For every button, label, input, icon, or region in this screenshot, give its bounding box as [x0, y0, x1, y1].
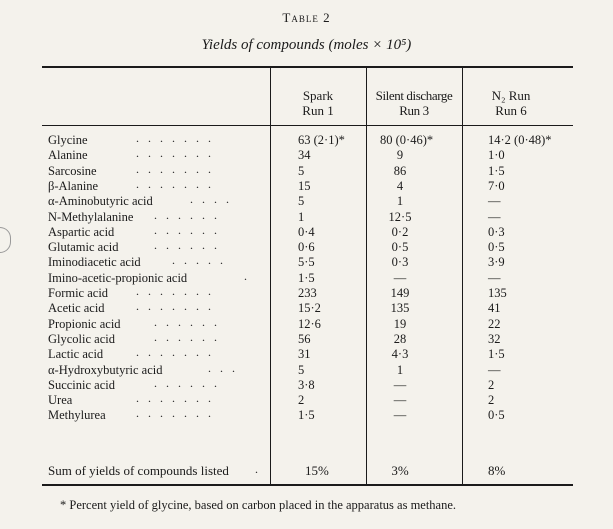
cell-spark: 63 (2·1)* — [298, 133, 345, 147]
page-binding-edge — [0, 227, 11, 253]
row-label: β-Alanine — [48, 179, 99, 193]
cell-silent-discharge: — — [393, 271, 407, 285]
row-label: Urea — [48, 393, 73, 407]
table-title: Yields of compounds (moles × 10⁵) — [201, 37, 412, 53]
cell-spark: 233 — [298, 286, 317, 300]
leader-dots: ....... — [136, 131, 220, 145]
cell-silent-discharge: 135 — [390, 301, 410, 315]
leader-dots: . — [244, 269, 256, 283]
cell-silent-discharge: 4 — [396, 179, 404, 193]
leader-dots: ..... — [172, 253, 232, 267]
leader-dots: ....... — [136, 162, 220, 176]
cell-spark: 0·6 — [298, 240, 315, 254]
cell-silent-discharge: — — [393, 393, 407, 407]
cell-spark: 1·5 — [298, 408, 315, 422]
leader-dots: ....... — [136, 345, 220, 359]
column-rule-1 — [270, 66, 271, 484]
cell-silent-discharge: 0·3 — [391, 255, 409, 269]
column-header-line2: Run 1 — [302, 103, 334, 118]
cell-silent-discharge: 4·3 — [391, 347, 409, 361]
cell-n2-run: 32 — [488, 332, 501, 346]
column-header-n2-run — [464, 88, 558, 118]
leader-dots: ...... — [154, 376, 226, 390]
leader-dots: ...... — [154, 223, 226, 237]
cell-n2-run: 1·5 — [488, 164, 505, 178]
cell-n2-run: 0·5 — [488, 408, 505, 422]
sum-row-spark: 15% — [305, 463, 329, 478]
table-footnote: * Percent yield of glycine, based on carbon placed in the apparatus as methane. — [60, 498, 457, 512]
column-header-silent-discharge — [366, 88, 462, 118]
header-rule — [42, 125, 573, 126]
cell-n2-run: 0·5 — [488, 240, 505, 254]
cell-n2-run: 2 — [488, 378, 495, 392]
cell-spark: 31 — [298, 347, 311, 361]
column-header-spark — [272, 88, 364, 118]
sum-row-n2: 8% — [488, 463, 506, 478]
leader-dots: ....... — [136, 391, 220, 405]
cell-n2-run: 2 — [488, 393, 495, 407]
sum-row-label: Sum of yields of compounds listed — [48, 463, 229, 478]
row-label: Sarcosine — [48, 164, 97, 178]
cell-silent-discharge: 1 — [396, 194, 404, 208]
row-label: Aspartic acid — [48, 225, 115, 239]
cell-n2-run: — — [488, 271, 501, 285]
leader-dots: ....... — [136, 146, 220, 160]
row-label: Lactic acid — [48, 347, 104, 361]
row-label: N-Methylalanine — [48, 210, 134, 224]
leader-dots: ....... — [136, 284, 220, 298]
row-label: Iminodiacetic acid — [48, 255, 141, 269]
column-header-line2: Run 6 — [495, 103, 527, 118]
cell-spark: 0·4 — [298, 225, 315, 239]
leader-dots: .... — [190, 192, 238, 206]
column-header-line2: Run 3 — [399, 103, 429, 118]
cell-silent-discharge: 28 — [393, 332, 407, 346]
leader-dots: ...... — [154, 330, 226, 344]
cell-n2-run: 22 — [488, 317, 501, 331]
cell-silent-discharge: 12·5 — [388, 210, 412, 224]
row-label: Propionic acid — [48, 317, 121, 331]
cell-spark: 12·6 — [298, 317, 321, 331]
sum-row-silent: 3% — [391, 463, 409, 478]
table-number: Table 2 — [282, 10, 331, 25]
cell-spark: 56 — [298, 332, 311, 346]
row-label: α-Hydroxybutyric acid — [48, 363, 163, 377]
column-header-line1: Spark — [302, 88, 334, 103]
cell-spark: 5·5 — [298, 255, 315, 269]
cell-spark: 2 — [298, 393, 305, 407]
cell-n2-run: 14·2 (0·48)* — [488, 133, 552, 147]
cell-n2-run: 1·0 — [488, 148, 505, 162]
cell-spark: 1 — [298, 210, 305, 224]
cell-silent-discharge: 9 — [396, 148, 404, 162]
cell-silent-discharge: 0·2 — [391, 225, 409, 239]
cell-spark: 15·2 — [298, 301, 321, 315]
cell-n2-run: 135 — [488, 286, 507, 300]
cell-spark: 15 — [298, 179, 311, 193]
top-rule — [42, 66, 573, 68]
row-label: Alanine — [48, 148, 88, 162]
cell-silent-discharge: 0·5 — [391, 240, 409, 254]
cell-silent-discharge: 1 — [396, 363, 404, 377]
column-header-line1: Silent discharge — [375, 88, 453, 103]
leader-dots: . — [255, 462, 267, 476]
row-label: Methylurea — [48, 408, 106, 422]
leader-dots: ...... — [154, 238, 226, 252]
cell-silent-discharge: — — [393, 378, 407, 392]
leader-dots: ....... — [136, 406, 220, 420]
leader-dots: ...... — [154, 315, 226, 329]
cell-silent-discharge: — — [393, 408, 407, 422]
cell-silent-discharge: 80 (0·46)* — [380, 133, 434, 147]
row-label: Glycine — [48, 133, 88, 147]
cell-n2-run: — — [488, 194, 501, 208]
cell-spark: 5 — [298, 164, 305, 178]
leader-dots: ...... — [154, 208, 226, 222]
cell-n2-run: 3·9 — [488, 255, 505, 269]
row-label: α-Aminobutyric acid — [48, 194, 153, 208]
column-header-line1: N₂ Run — [491, 88, 531, 103]
leader-dots: ....... — [136, 177, 220, 191]
cell-spark: 3·8 — [298, 378, 315, 392]
cell-spark: 1·5 — [298, 271, 315, 285]
cell-silent-discharge: 86 — [393, 164, 407, 178]
cell-spark: 5 — [298, 363, 305, 377]
cell-n2-run: 0·3 — [488, 225, 505, 239]
bottom-rule — [42, 484, 573, 486]
row-label: Glutamic acid — [48, 240, 119, 254]
row-label: Succinic acid — [48, 378, 115, 392]
row-label: Acetic acid — [48, 301, 105, 315]
row-label: Formic acid — [48, 286, 109, 300]
leader-dots: ... — [208, 361, 244, 375]
row-label: Imino-acetic-propionic acid — [48, 271, 188, 285]
cell-n2-run: 41 — [488, 301, 501, 315]
cell-n2-run: 7·0 — [488, 179, 505, 193]
cell-n2-run: — — [488, 363, 501, 377]
column-rule-3 — [462, 66, 463, 484]
cell-spark: 34 — [298, 148, 311, 162]
cell-n2-run: 1·5 — [488, 347, 505, 361]
row-label: Glycolic acid — [48, 332, 115, 346]
cell-n2-run: — — [488, 210, 501, 224]
leader-dots: ....... — [136, 299, 220, 313]
column-rule-2 — [366, 66, 367, 484]
cell-silent-discharge: 149 — [390, 286, 410, 300]
cell-silent-discharge: 19 — [393, 317, 407, 331]
cell-spark: 5 — [298, 194, 305, 208]
